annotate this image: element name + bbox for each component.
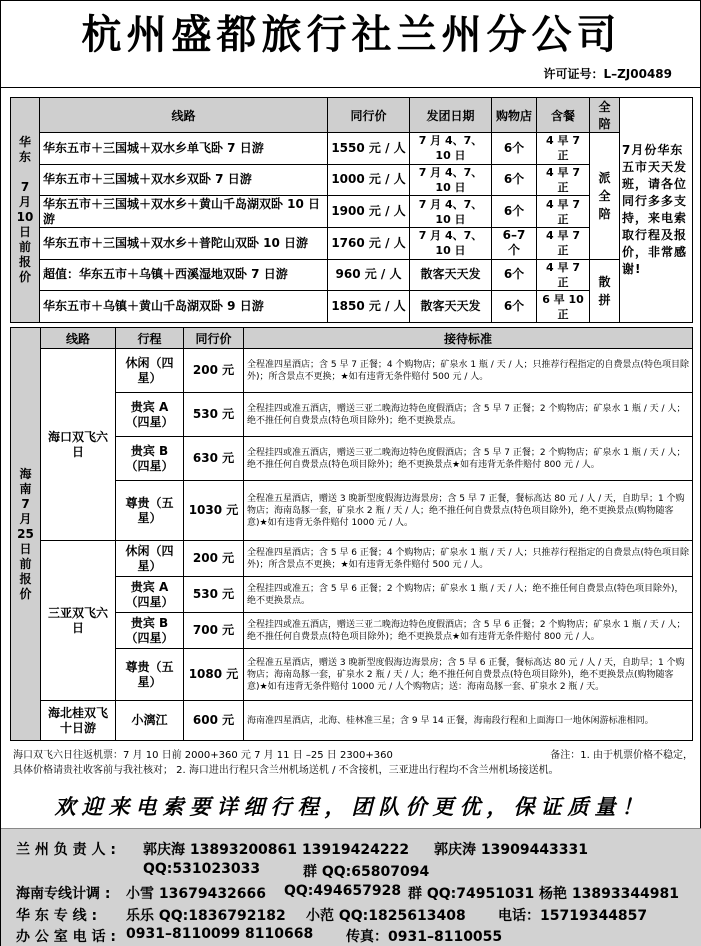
table-row: [11, 349, 693, 393]
route-price: 1550 元 / 人: [328, 133, 410, 165]
office-label: 办 公 室 电 话 :: [16, 929, 116, 945]
route-name: 华东五市＋乌镇＋黄山千岛湖双卧 9 日游: [40, 291, 328, 323]
hainan-price-table: [10, 327, 693, 741]
grade: 休闲（四星）: [116, 541, 184, 577]
east-contact: 乐乐 QQ:1836792182: [126, 908, 286, 924]
header-departure: 发团日期: [410, 98, 492, 133]
header-escort: 全陪: [590, 98, 620, 133]
standard: 海南准四星酒店，北海、桂林准三星；含 9 早 14 正餐，海南段行程和上面海口一地休闲游标准相同。: [244, 701, 693, 741]
grade: 尊贵（五星）: [116, 649, 184, 701]
price: 630 元: [184, 437, 244, 481]
license-number: 许可证号：L–ZJ00489: [543, 67, 672, 81]
price: 530 元: [184, 393, 244, 437]
standard: 全程挂四或准五酒店，赠送三亚二晚海边特色度假酒店；含 5 早 6 正餐；2 个购物店；矿泉水 1 瓶 / 天 / 人；绝不推任何自费景点(特色项目除外)；绝不更换景点★如有违背无条件赔付 800 元 / 人。: [244, 613, 693, 649]
east-contact: 小范 QQ:1825613408: [306, 908, 466, 924]
escort-group: 派全陪: [590, 133, 620, 260]
east-label: 华 东 专 线 :: [16, 908, 98, 924]
hainan-label: 海南专线计调 :: [16, 886, 111, 902]
header-standard: 接待标准: [244, 328, 693, 349]
header-shops: 购物店: [492, 98, 537, 133]
grade: 贵宾 B（四星）: [116, 613, 184, 649]
route-name: 华东五市＋三国城＋双水乡＋黄山千岛湖双卧 10 日游: [40, 196, 328, 228]
standard: 全程准五星酒店，赠送 3 晚新型度假海边海景房；含 5 早 7 正餐，餐标高达 80 元 / 人 / 天，自助早；1 个购物店；海南岛豚一套，矿泉水 2 瓶 / 天 / 人；绝不推任何自费景点(特色项目除外)，绝不更换景点(购物随客意)★如有违背无条件赔付 1000 元 / 人。: [244, 481, 693, 541]
standard: 全程挂四或准五酒店，赠送三亚二晚海边特色度假酒店；含 5 早 7 正餐；2 个购物店；矿泉水 1 瓶 / 天 / 人；绝不推任何自费景点(特色项目除外)；绝不更换景点★如有违背无条件赔付 800 元 / 人。: [244, 437, 693, 481]
header-route: 线路: [41, 328, 116, 349]
price: 1030 元: [184, 481, 244, 541]
table-row: [11, 541, 693, 577]
standard: 全程挂四或准五酒店，赠送三亚二晚海边特色度假酒店；含 5 早 7 正餐；2 个购物店；矿泉水 1 瓶 / 天 / 人；绝不推任何自费景点(特色项目除外)；绝不更换景点。: [244, 393, 693, 437]
group-qq: 群 QQ:65807094: [303, 864, 430, 880]
page-title: 杭州盛都旅行社兰州分公司: [81, 12, 622, 58]
office-phones: 0931–8110099 8110668: [126, 926, 314, 942]
route-shops: 6个: [492, 196, 537, 228]
table-row: [11, 133, 693, 165]
price: 200 元: [184, 541, 244, 577]
hainan-qq: QQ:494657928: [284, 883, 402, 899]
header-price: 同行价: [184, 328, 244, 349]
hainan-contact: 杨艳 13893344981: [539, 886, 680, 902]
grade: 小漓江: [116, 701, 184, 741]
route-departure: 7 月 4、7、10 日: [410, 164, 492, 196]
fax: 传真：0931–8110055: [346, 929, 503, 945]
route-name: 华东五市＋三国城＋双水乡单飞卧 7 日游: [40, 133, 328, 165]
route-haikou: 海口双飞六日: [41, 349, 116, 541]
manager-contact: 郭庆涛 13909443331: [434, 842, 589, 858]
route-beihai: 海北桂双飞十日游: [41, 701, 116, 741]
grade: 贵宾 A（四星）: [116, 577, 184, 613]
escort-loose: 散拼: [590, 259, 620, 322]
qq: QQ:531023033: [143, 861, 261, 877]
table-row: [11, 259, 693, 291]
price: 700 元: [184, 613, 244, 649]
header-route: 线路: [40, 98, 328, 133]
route-meals: 4 早 7 正: [537, 133, 590, 165]
contacts-panel: [1, 828, 701, 946]
table-row: [11, 701, 693, 741]
route-departure: 散客天天发: [410, 259, 492, 291]
route-price: 1900 元 / 人: [328, 196, 410, 228]
east-china-side-label: 华 东 7 月 10 日 前 报 价: [11, 98, 40, 323]
route-meals: 4 早 7 正: [537, 164, 590, 196]
east-china-note: 7月份华东五市天天发班，请各位同行多多支持，来电索取行程及报价，非常感谢!: [620, 98, 693, 323]
grade: 休闲（四星）: [116, 349, 184, 393]
route-meals: 4 早 7 正: [537, 196, 590, 228]
header-price: 同行价: [328, 98, 410, 133]
hainan-contact: 小雪 13679432666: [126, 886, 267, 902]
price: 200 元: [184, 349, 244, 393]
grade: 贵宾 B（四星）: [116, 437, 184, 481]
route-departure: 7 月 4、7、10 日: [410, 196, 492, 228]
route-price: 1000 元 / 人: [328, 164, 410, 196]
route-meals: 4 早 7 正: [537, 227, 590, 259]
header-meals: 含餐: [537, 98, 590, 133]
east-phone: 电话：15719344857: [498, 908, 648, 924]
hainan-side-label: 海 南 7 月 25 日 前 报 价: [11, 328, 41, 741]
route-price: 960 元 / 人: [328, 259, 410, 291]
route-shops: 6个: [492, 164, 537, 196]
route-shops: 6–7 个: [492, 227, 537, 259]
route-meals: 6 早 10 正: [537, 291, 590, 323]
slogan: 欢迎来电索要详细行程，团队价更优，保证质量！: [54, 794, 649, 819]
route-shops: 6个: [492, 259, 537, 291]
title-divider: [1, 87, 701, 88]
route-name: 华东五市＋三国城＋双水乡＋普陀山双卧 10 日游: [40, 227, 328, 259]
route-shops: 6个: [492, 133, 537, 165]
route-departure: 散客天天发: [410, 291, 492, 323]
manager-contact: 郭庆海 13893200861 13919424222: [143, 842, 410, 858]
hainan-group-qq: 群 QQ:74951031: [408, 886, 535, 902]
route-shops: 6个: [492, 291, 537, 323]
manager-label: 兰 州 负 责 人 :: [16, 842, 116, 858]
route-name: 华东五市＋三国城＋双水乡双卧 7 日游: [40, 164, 328, 196]
standard: 全程准四星酒店；含 5 早 7 正餐；4 个购物店；矿泉水 1 瓶 / 天 / 人；只推荐行程指定的自费景点(特色项目除外)；所含景点不更换；★如有违背无条件赔付 500 元 / 人。: [244, 349, 693, 393]
route-sanya: 三亚双飞六日: [41, 541, 116, 701]
grade: 贵宾 A（四星）: [116, 393, 184, 437]
airfare-note: 海口双飞六日往返机票：7 月 10 日前 2000+360 元 7 月 11 日 –25 日 2300+360: [13, 750, 393, 761]
grade: 尊贵（五星）: [116, 481, 184, 541]
price: 600 元: [184, 701, 244, 741]
remark-note: 备注：1. 由于机票价格不稳定，: [550, 750, 693, 761]
route-name: 超值：华东五市＋乌镇＋西溪湿地双卧 7 日游: [40, 259, 328, 291]
remark-note-detail: 具体价格请贵社收客前与我社核对； 2. 海口进出行程只含兰州机场送机 / 不含接机，三亚进出行程均不含兰州机场接送机。: [13, 765, 559, 776]
header-itinerary: 行程: [116, 328, 184, 349]
notes: [13, 748, 693, 778]
standard: 全程准五星酒店，赠送 3 晚新型度假海边海景房；含 5 早 6 正餐，餐标高达 80 元 / 人 / 天，自助早；1 个购物店；海南岛豚一套，矿泉水 2 瓶 / 天 / 人；绝不推任何自费景点(特色项目除外)，绝不更换景点(购物随客意)★如有违背无条件赔付 1000 元 / 人个购物店；送：海南岛豚一套、矿泉水 2 瓶 / 天。: [244, 649, 693, 701]
price: 530 元: [184, 577, 244, 613]
price: 1080 元: [184, 649, 244, 701]
route-meals: 4 早 7 正: [537, 259, 590, 291]
standard: 全程挂四或准五；含 5 早 6 正餐；2 个购物店；矿泉水 1 瓶 / 天 / 人；绝不推任何自费景点(特色项目除外)，绝不更换景点。: [244, 577, 693, 613]
standard: 全程准四星酒店；含 5 早 6 正餐；4 个购物店；矿泉水 1 瓶 / 天 / 人；只推荐行程指定的自费景点(特色项目除外)；所含景点不更换；★如有违背无条件赔付 500 元 / 人。: [244, 541, 693, 577]
route-price: 1760 元 / 人: [328, 227, 410, 259]
route-departure: 7 月 4、7、10 日: [410, 133, 492, 165]
route-departure: 7 月 4、7、10 日: [410, 227, 492, 259]
route-price: 1850 元 / 人: [328, 291, 410, 323]
east-china-price-table: [10, 97, 693, 323]
